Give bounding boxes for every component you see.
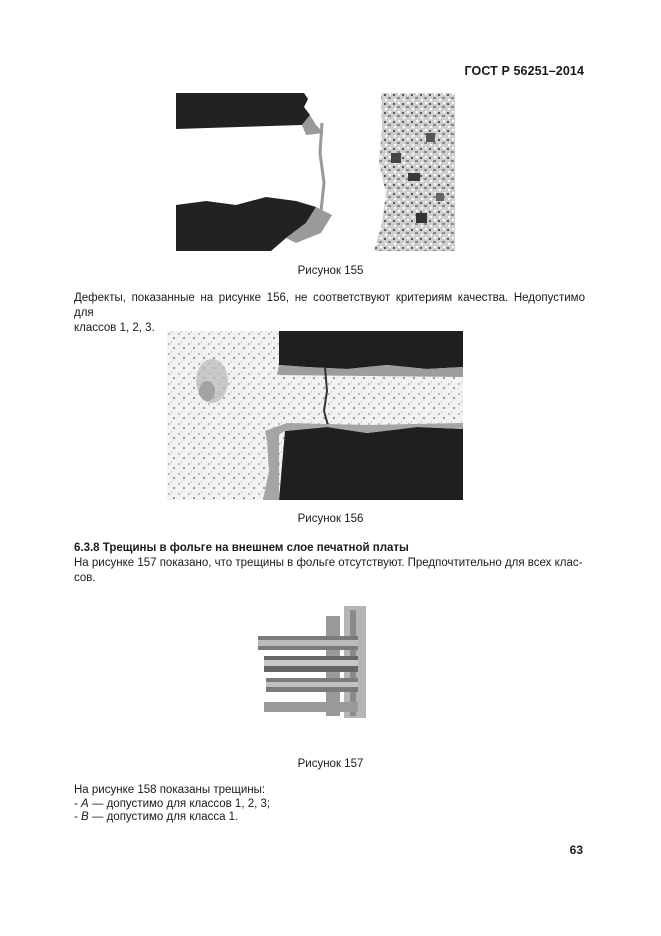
section-6-3-8	[74, 541, 585, 586]
page-number: 63	[569, 843, 583, 857]
standard-header: ГОСТ Р 56251–2014	[464, 64, 584, 78]
paragraph-defects-line-1: Дефекты, показанные на рисунке 156, не соответствуют критериям качества. Недопустимо для	[74, 292, 585, 319]
cracks-item-a: - А — допустимо для классов 1, 2, 3;	[74, 797, 271, 810]
cracks-intro: На рисунке 158 показаны трещины:	[74, 784, 266, 796]
item-a-text: — допустимо для классов 1, 2, 3;	[88, 797, 271, 810]
figure-155-caption: Рисунок 155	[297, 265, 364, 277]
item-a-letter: А	[81, 797, 89, 810]
figure-155-svg	[176, 93, 455, 251]
figure-156-svg	[167, 331, 463, 500]
figure-156-caption: Рисунок 156	[297, 513, 364, 525]
cracks-list	[74, 784, 270, 825]
cracks-item-b: - В — допустимо для класса 1.	[74, 811, 239, 823]
paragraph-defects-line-2: классов 1, 2, 3.	[74, 322, 155, 334]
figure-157-svg	[254, 606, 374, 726]
paragraph-defects	[74, 291, 585, 336]
figure-157-image	[254, 606, 374, 731]
figure-155-image	[176, 93, 455, 256]
section-line-2: сов.	[74, 572, 96, 584]
item-b-letter: В	[81, 811, 89, 823]
item-b-text: — допустимо для класса 1.	[88, 811, 239, 823]
figure-157-caption: Рисунок 157	[297, 758, 364, 770]
figure-156-image	[167, 331, 463, 505]
section-heading: 6.3.8 Трещины в фольге на внешнем слое печатной платы	[74, 542, 409, 554]
section-line-1: На рисунке 157 показано, что трещины в фольге отсутствуют. Предпочтительно для всех клас-	[74, 557, 583, 569]
